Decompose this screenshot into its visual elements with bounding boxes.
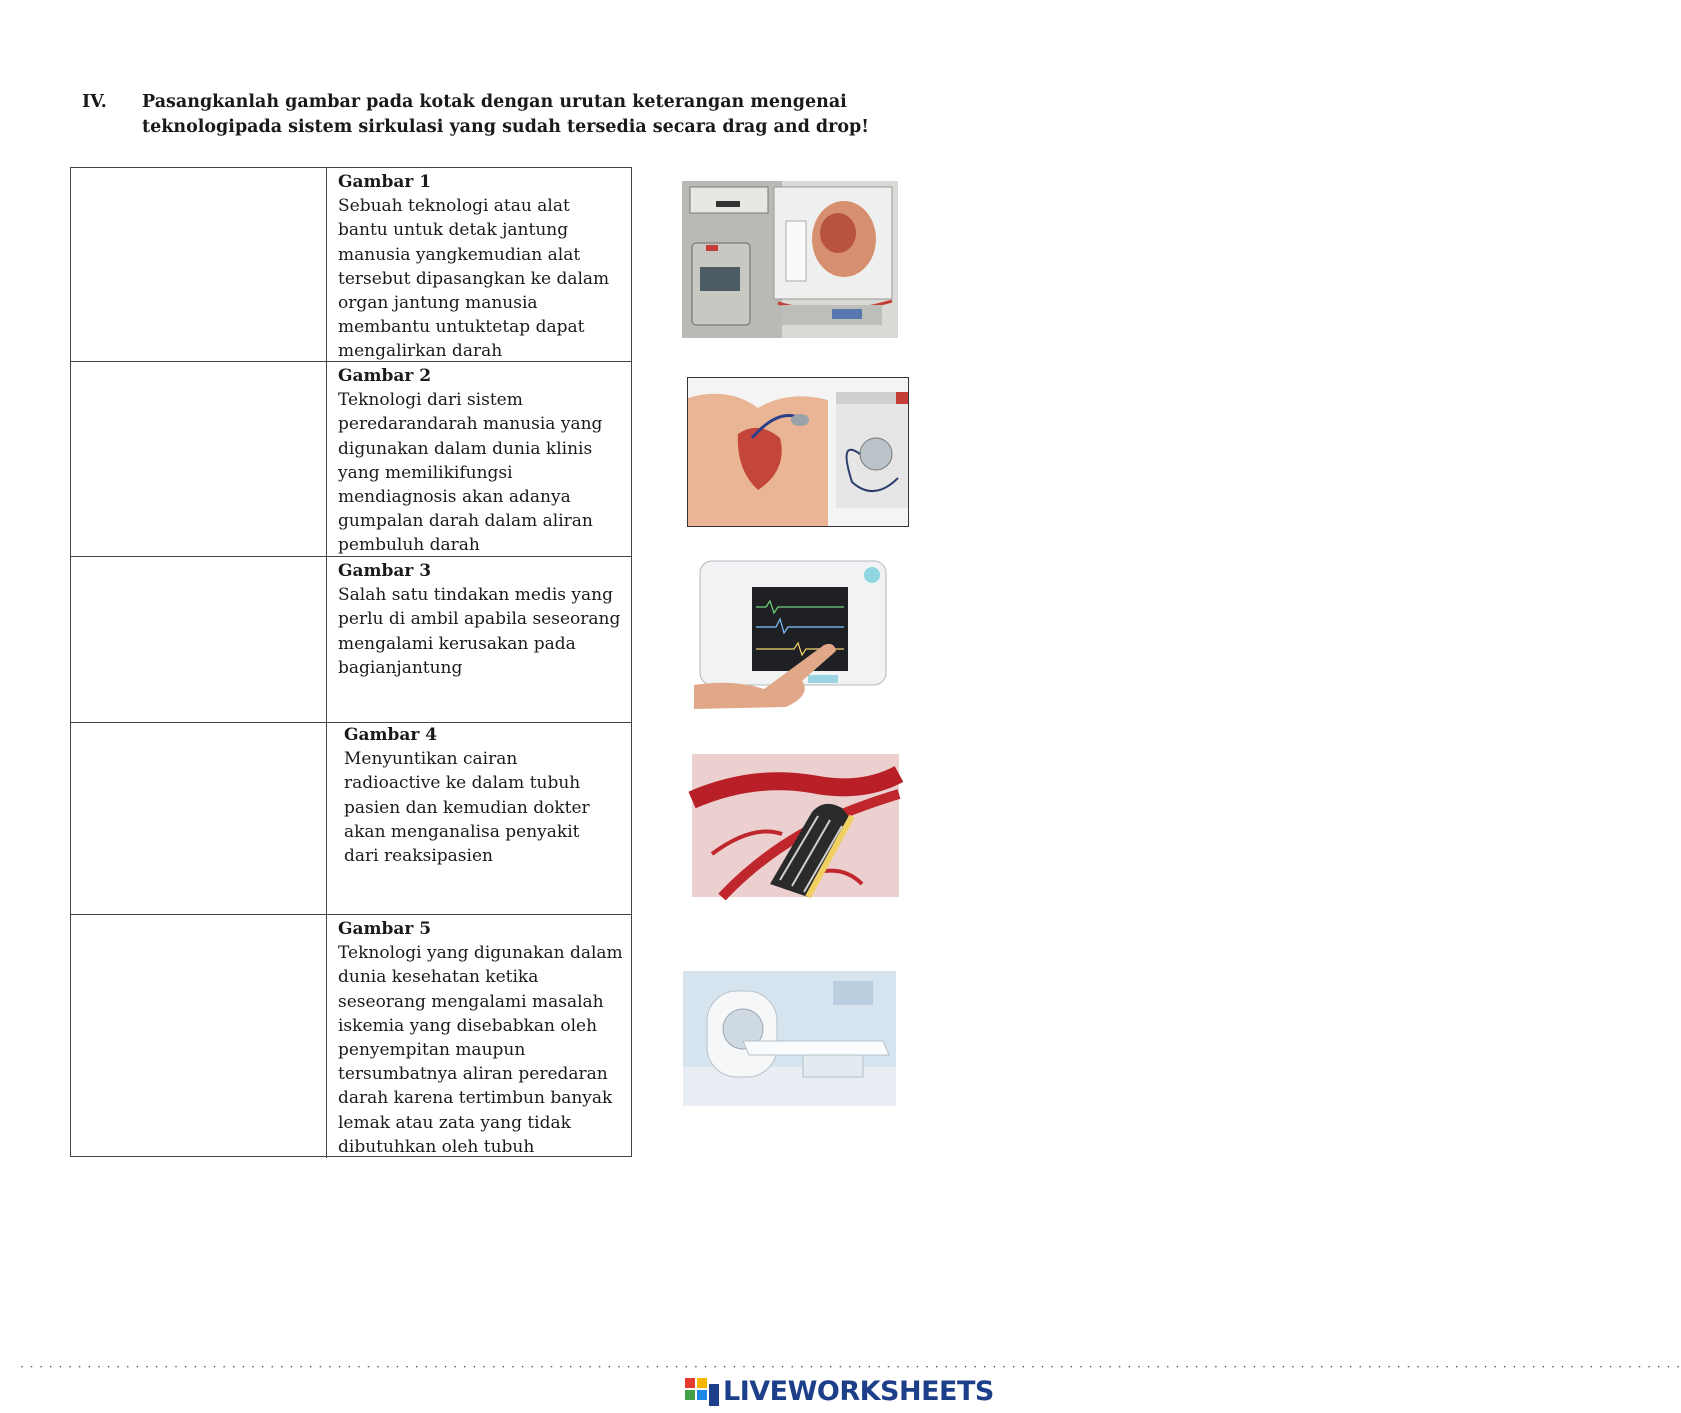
table-row [71, 362, 631, 557]
table-row [71, 723, 631, 915]
pacemaker-chest-icon [688, 378, 908, 526]
description-cell [338, 170, 623, 364]
image-heart-transplant-device[interactable] [682, 181, 898, 338]
drop-zone-5[interactable] [71, 915, 327, 1158]
ecg-touchscreen-monitor-icon [694, 557, 888, 713]
gambar-title: Gambar 5 [338, 919, 432, 939]
description-cell [338, 364, 623, 558]
image-ct-scanner[interactable] [683, 971, 896, 1106]
gambar-description: Teknologi dari sistem peredarandarah manusia yang digunakan dalam dunia klinis yang memilikifungsi mendiagnosis akan adanya gumpalan darah dalam aliran pembuluh darah [338, 390, 603, 556]
drop-zone-4[interactable] [71, 723, 327, 914]
image-pacemaker[interactable] [687, 377, 909, 527]
gambar-description: Sebuah teknologi atau alat bantu untuk detak jantung manusia yangkemudian alat tersebut dipasangkan ke dalam organ jantung manusia membantu untuktetap dapat mengalirkan darah [338, 196, 610, 362]
image-artery-stent[interactable] [692, 754, 899, 897]
gambar-title: Gambar 4 [344, 725, 438, 745]
gambar-description: Teknologi yang digunakan dalam dunia kesehatan ketika seseorang mengalami masalah iskemia yang disebabkan oleh penyempitan maupun tersumbatnya aliran peredaran darah karena tertimbun banyak lemak atau zata yang tidak dibutuhkan oleh tubuh [338, 943, 623, 1157]
description-cell [344, 723, 614, 868]
liveworksheets-logo [683, 1374, 993, 1410]
gambar-description: Menyuntikan cairan radioactive ke dalam tubuh pasien dan kemudian dokter akan menganalisa penyakit dari reaksipasien [344, 749, 590, 867]
artery-stent-icon [692, 754, 899, 897]
instruction-text: Pasangkanlah gambar pada kotak dengan urutan keterangan mengenai teknologipada sistem sirkulasi yang sudah tersedia secara drag and drop! [142, 92, 869, 137]
image-ecg-monitor[interactable] [694, 557, 888, 713]
description-cell [338, 559, 623, 680]
gambar-title: Gambar 2 [338, 366, 432, 386]
table-row [71, 168, 631, 362]
table-row [71, 915, 631, 1158]
gambar-description: Salah satu tindakan medis yang perlu di ambil apabila seseorang mengalami kerusakan pada bagianjantung [338, 585, 621, 678]
matching-table [70, 167, 632, 1157]
liveworksheets-logo-text: LIVEWORKSHEETS [723, 1376, 994, 1407]
ct-scanner-icon [683, 971, 896, 1106]
liveworksheets-logo-icon [683, 1374, 721, 1410]
drop-zone-1[interactable] [71, 168, 327, 361]
description-cell [338, 917, 623, 1159]
gambar-title: Gambar 1 [338, 172, 432, 192]
gambar-title: Gambar 3 [338, 561, 432, 581]
footer-dotted-line: · · · · · · · · · · · · · · · · · · · · · · · · · · · · · · · · · · · · · · · · · · · · · · · · · · · · · · · · · · · · · · · · · · · · · · · · · · · · · · · · · · · · · · · · · · · · · · · · · · · · · · · · · · · · · · · · · · · · · · · · · · · · · · · · · · · · · · · · · · · · · · · · · · · · · · · · · · · · · · · · · · · · · · · · · · · · · [20, 1360, 1681, 1374]
section-number: IV. [82, 92, 107, 112]
heart-transplant-device-icon [682, 181, 898, 338]
drop-zone-2[interactable] [71, 362, 327, 556]
drop-zone-3[interactable] [71, 557, 327, 722]
table-row [71, 557, 631, 723]
